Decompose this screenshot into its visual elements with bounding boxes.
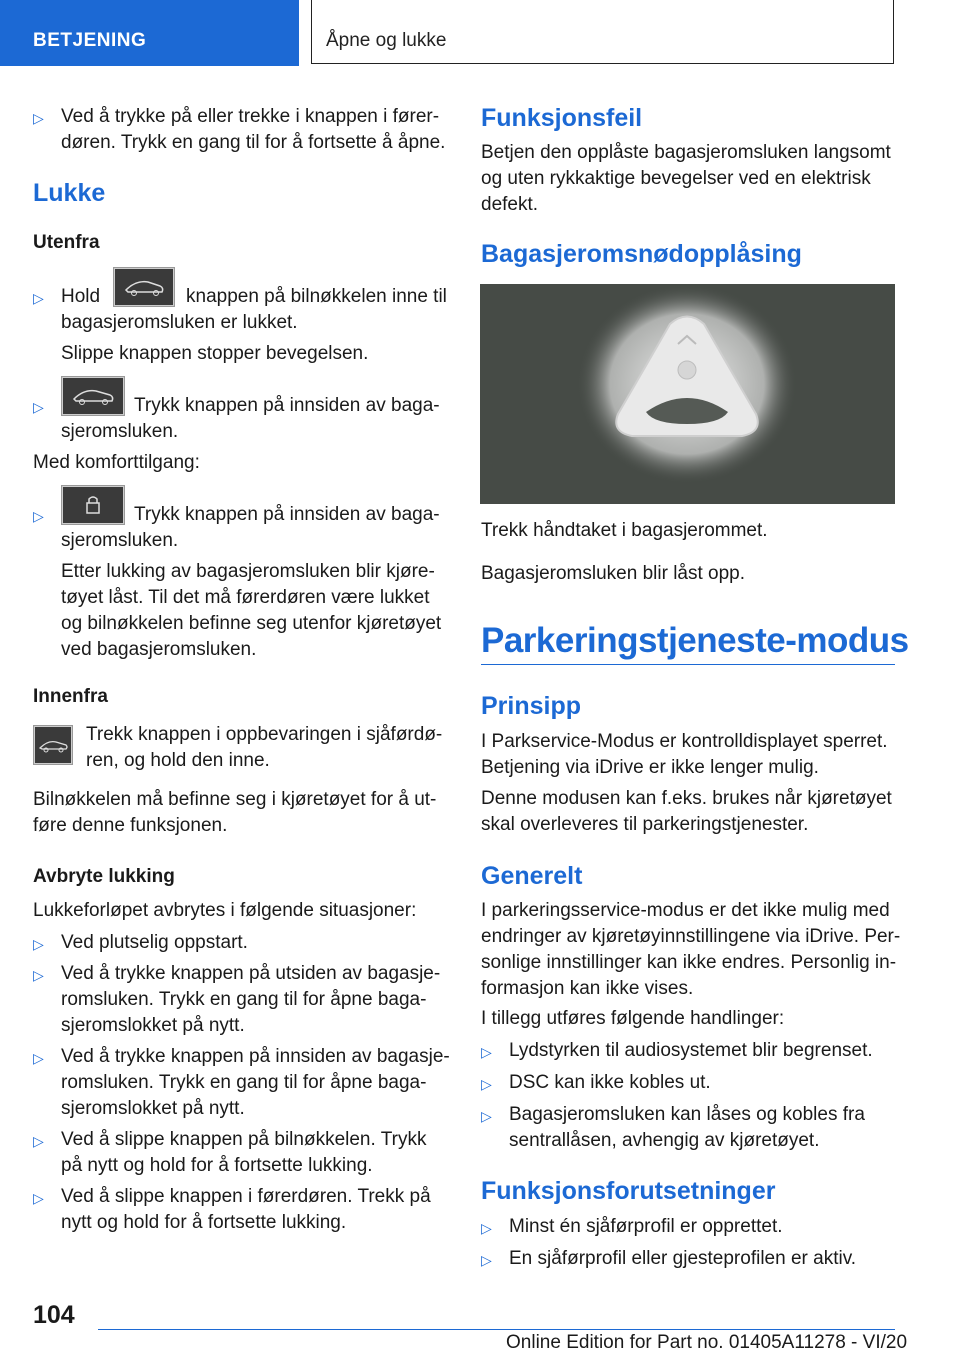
bullet-icon: ▷ [33,1050,44,1066]
paragraph: Trekk knappen i oppbevaringen i sjåførdø- ren, og hold den inne. [86,724,443,771]
list-item: Ved å trykke knappen på innsiden av bagasje- romsluken. Trykk en gang til for åpne baga- sjeromslokket på nytt. [61,1046,450,1119]
list-item: Ved å trykke knappen på utsiden av bagasje- romsluken. Trykk en gang til for åpne baga- sjeromslokket på nytt. [61,963,441,1036]
list-item: Ved å slippe knappen på bilnøkkelen. Trykk på nytt og hold for å fortsette lukking. [61,1129,427,1176]
page-number: 104 [33,1301,75,1329]
list-item-text: Trykk knappen på innsiden av baga- [134,395,440,416]
bullet-icon: ▷ [33,290,44,306]
list-item-text: Slippe knappen stopper bevegelsen. [61,343,369,364]
list-item-text: Trykk knappen på innsiden av baga- [134,504,440,525]
paragraph: Lukkeforløpet avbrytes i følgende situasjoner: [33,900,417,921]
heading-utenfra: Utenfra [33,232,100,253]
bullet-icon: ▷ [33,1190,44,1206]
list-item: Ved plutselig oppstart. [61,932,248,953]
list-item: Ved å trykke på eller trekke i knappen i fører- døren. Trykk en gang til for å fortsette å åpne. [61,106,446,153]
bullet-icon: ▷ [33,110,44,126]
list-item-text: bagasjeromsluken er lukket. [61,312,298,333]
lock-button-icon [61,485,125,525]
heading-parking-mode: Parkeringstjeneste-modus [481,621,909,660]
paragraph: I parkeringsservice-modus er det ikke mulig med endringer av kjøretøyinnstillingene via iDrive. Per- sonlige innstillinger kan ikke endres. Personlig in- formasjon kan ikke vises. [481,900,901,999]
bullet-icon: ▷ [481,1220,492,1236]
paragraph: Bagasjeromsluken blir låst opp. [481,563,746,584]
heading-lukke: Lukke [33,179,106,207]
list-item: Lydstyrken til audiosystemet blir begrenset. [509,1040,873,1061]
list-item: Ved å slippe knappen i førerdøren. Trekk på nytt og hold for å fortsette lukking. [61,1186,431,1233]
comfort-access-label: Med komforttilgang: [33,452,200,473]
paragraph: Denne modusen kan f.eks. brukes når kjøretøyet skal overleveres til parkeringstjenester. [481,788,892,835]
trunk-close-key-icon [113,267,175,307]
bullet-icon: ▷ [481,1108,492,1124]
heading-rule [481,664,895,665]
chapter-title: Åpne og lukke [326,30,447,51]
trunk-close-button-icon [61,376,125,416]
bullet-icon: ▷ [481,1076,492,1092]
heading-avbryte: Avbryte lukking [33,866,175,887]
section-tab [0,0,299,66]
heading-prerequisites: Funksjonsforutsetninger [481,1177,776,1205]
heading-generelt: Generelt [481,862,583,890]
paragraph: Betjen den opplåste bagasjeromsluken langsomt og uten rykkaktige bevegelser ved en elektrisk defekt. [481,142,891,215]
paragraph: Bilnøkkelen må befinne seg i kjøretøyet for å ut- føre denne funksjonen. [33,789,437,836]
heading-prinsipp: Prinsipp [481,692,582,720]
paragraph: I Parkservice-Modus er kontrolldisplayet sperret. Betjening via iDrive er ikke lenger mulig. [481,731,888,778]
list-item: Hold [61,286,101,307]
edition-note: Online Edition for Part no. 01405A11278 - VI/20 [506,1332,908,1353]
list-item-text: sjeromsluken. [61,421,179,442]
list-item-text: knappen på bilnøkkelen inne til [186,286,447,307]
heading-funksjonsfeil: Funksjonsfeil [481,104,643,132]
bullet-icon: ▷ [33,399,44,415]
bullet-icon: ▷ [33,508,44,524]
list-item-text: sjeromsluken. [61,530,179,551]
bullet-icon: ▷ [33,936,44,952]
heading-innenfra: Innenfra [33,686,108,707]
heading-emergency-release: Bagasjeromsnødopplåsing [481,240,802,268]
list-item: DSC kan ikke kobles ut. [509,1072,711,1093]
list-item: Minst én sjåførprofil er opprettet. [509,1216,783,1237]
bullet-icon: ▷ [33,1133,44,1149]
door-trunk-button-icon [33,725,73,765]
emergency-handle-photo [480,284,895,504]
paragraph: Etter lukking av bagasjeromsluken blir kjøre- tøyet låst. Til det må førerdøren være lukket og bilnøkkelen befinne seg utenfor kjøretøyet ved bagasjeromsluken. [61,561,442,660]
chapter-header [311,0,894,64]
list-item: En sjåførprofil eller gjesteprofilen er aktiv. [509,1248,857,1269]
bullet-icon: ▷ [481,1044,492,1060]
bullet-icon: ▷ [33,967,44,983]
bullet-icon: ▷ [481,1252,492,1268]
section-label: BETJENING [33,30,147,51]
footer-rule [98,1329,895,1330]
paragraph: I tillegg utføres følgende handlinger: [481,1008,785,1029]
paragraph: Trekk håndtaket i bagasjerommet. [481,520,768,541]
list-item: Bagasjeromsluken kan låses og kobles fra sentrallåsen, avhengig av kjøretøyet. [509,1104,865,1151]
